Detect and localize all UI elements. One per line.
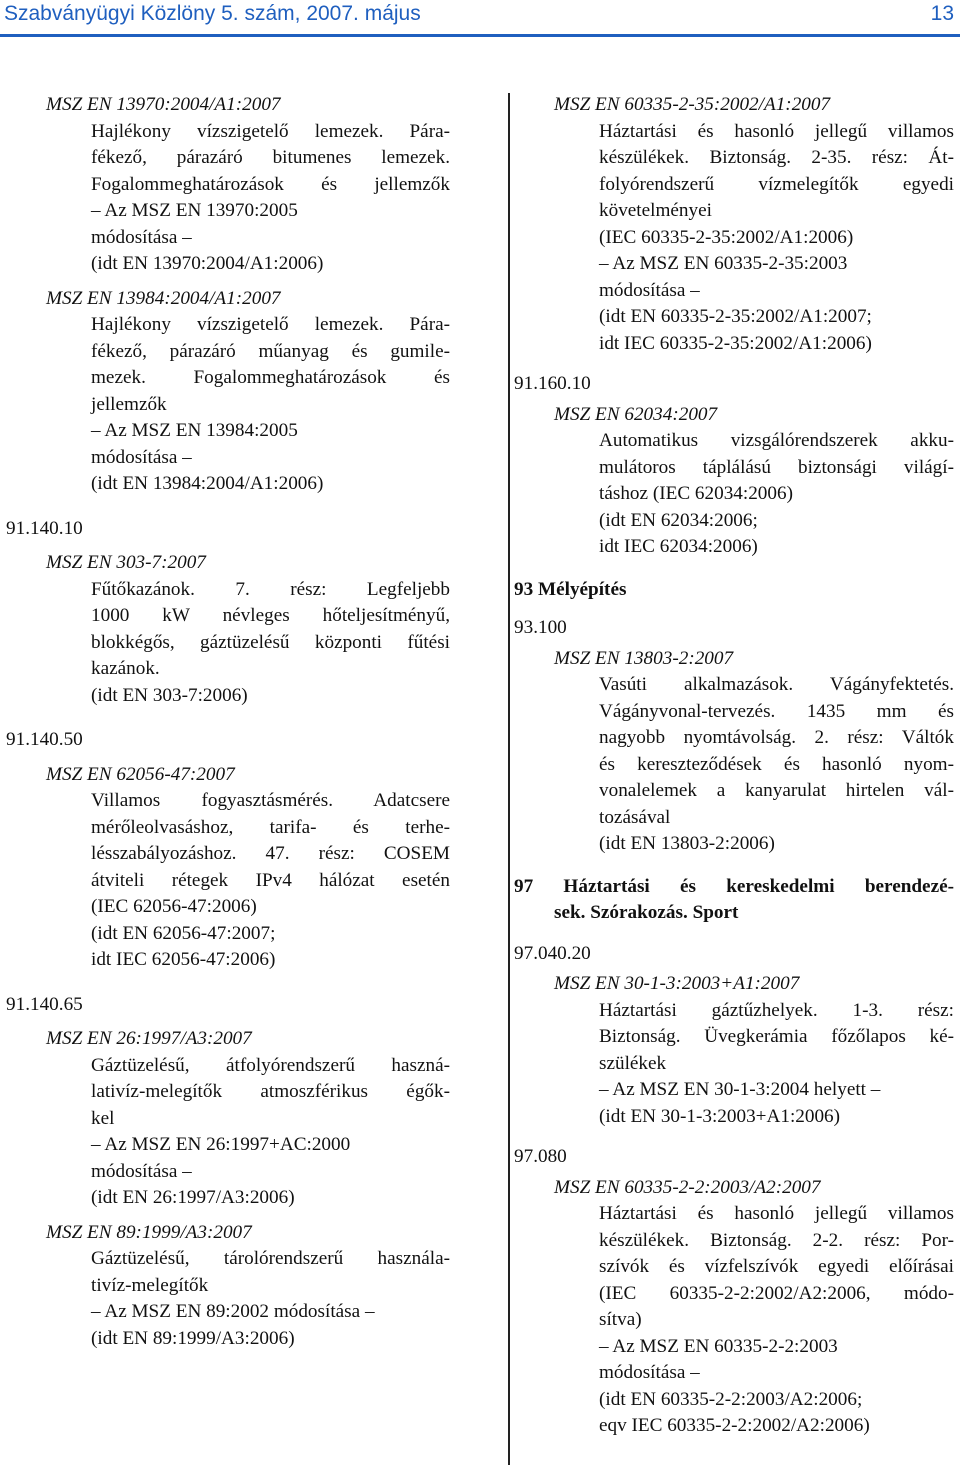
description-line: (idt EN 30-1-3:2003+A1:2006) (599, 1105, 841, 1127)
description-line: készülékek. Biztonság. 2-35. rész: Át- (599, 147, 954, 168)
standard-entry (6, 1220, 450, 1353)
description-line: Háztartási és hasonló jellegű villamos (599, 1203, 954, 1224)
description-line: módosítása – (91, 446, 192, 468)
ics-code: 91.140.50 (6, 729, 83, 750)
description-line: Háztartási és hasonló jellegű villamos (599, 120, 954, 142)
description-line: Vágányvonal-tervezés. 1435 mm és (599, 700, 954, 722)
standard-entry (6, 550, 450, 709)
description-line: (idt EN 89:1999/A3:2006) (91, 1327, 295, 1349)
description-line: módosítása – (599, 279, 700, 301)
standard-code: MSZ EN 62056-47:2007 (46, 763, 235, 785)
standard-code: MSZ EN 89:1999/A3:2007 (46, 1221, 252, 1243)
standard-entry (514, 646, 954, 858)
standard-description (6, 788, 450, 974)
standard-code: MSZ EN 13803-2:2007 (554, 647, 734, 669)
standard-code: MSZ EN 303-7:2007 (46, 552, 206, 573)
description-line: – Az MSZ EN 26:1997+AC:2000 (91, 1134, 351, 1155)
standard-entry (514, 402, 954, 561)
description-line: Fűtőkazánok. 7. rész: Legfeljebb (91, 578, 450, 600)
description-line: – Az MSZ EN 30-1-3:2004 helyett – (599, 1079, 881, 1100)
description-line: (idt EN 62034:2006; (599, 509, 758, 531)
description-line: Hajlékony vízszigetelő lemezek. Pára- (91, 314, 450, 335)
description-line: (idt EN 303-7:2006) (91, 684, 248, 706)
description-line: átviteli rétegek IPv4 hálózat esetén (91, 869, 450, 891)
page-number: 13 (930, 2, 954, 25)
description-line: mezek. Fogalommeghatározások és (91, 367, 450, 388)
standard-entry (6, 1026, 450, 1212)
publication-title: Szabványügyi Közlöny 5. szám, 2007. május (4, 2, 421, 25)
description-line: szülékek (599, 1052, 667, 1074)
description-line: blokkégős, gáztüzelésű központi fűtési (91, 631, 450, 653)
ics-code: 91.160.10 (514, 373, 591, 394)
description-line: (idt EN 60335-2-35:2002/A1:2007; (599, 306, 872, 327)
standard-code: MSZ EN 62034:2007 (554, 403, 718, 425)
description-line: Vasúti alkalmazások. Vágányfektetés. (599, 674, 954, 695)
description-line: szívók és vízfelszívók egyedi előírásai (599, 1256, 954, 1277)
description-line: lativíz-melegítők atmoszférikus égők- (91, 1081, 450, 1102)
description-line: Hajlékony vízszigetelő lemezek. Pára- (91, 120, 450, 142)
standard-description (514, 998, 954, 1131)
standard-description (6, 1053, 450, 1212)
standard-code: MSZ EN 30-1-3:2003+A1:2007 (554, 973, 800, 994)
standard-entry (6, 92, 450, 278)
description-line: sítva) (599, 1309, 642, 1330)
description-line: vonalelemek a kanyarulat hirtelen vál- (599, 780, 954, 801)
description-line: – Az MSZ EN 60335-2-2:2003 (599, 1335, 838, 1357)
description-line: Gáztüzelésű, átfolyórendszerű haszná- (91, 1054, 450, 1076)
standard-code: MSZ EN 26:1997/A3:2007 (46, 1028, 252, 1049)
description-line: kazánok. (91, 658, 160, 679)
ics-code: 91.140.10 (6, 517, 83, 539)
description-line: jellemzők (91, 393, 167, 415)
right-column (514, 92, 954, 1440)
description-line: idt IEC 62034:2006) (599, 536, 758, 557)
section-heading (514, 874, 954, 927)
description-line: készülékek. Biztonság. 2-2. rész: Por- (599, 1229, 954, 1251)
standard-entry (6, 286, 450, 498)
standard-description (6, 577, 450, 710)
header-rule (0, 34, 960, 37)
description-line: (idt EN 60335-2-2:2003/A2:2006; (599, 1388, 863, 1410)
standard-description (6, 119, 450, 278)
description-line: módosítása – (599, 1362, 700, 1383)
description-line: fékező, párazáró műanyag és gumile- (91, 340, 450, 362)
description-line: módosítása – (91, 226, 192, 248)
description-line: követelményei (599, 200, 712, 221)
description-line: Háztartási gáztűzhelyek. 1-3. rész: (599, 999, 954, 1021)
standard-code: MSZ EN 13984:2004/A1:2007 (46, 287, 281, 309)
description-line: (IEC 60335-2-35:2002/A1:2006) (599, 226, 854, 248)
description-line: (idt EN 13803-2:2006) (599, 833, 775, 854)
standard-description (6, 312, 450, 498)
standard-entry (514, 92, 954, 357)
description-line: idt IEC 60335-2-35:2002/A1:2006) (599, 332, 872, 354)
standard-description (6, 1246, 450, 1352)
standard-description (514, 428, 954, 561)
left-column (6, 92, 450, 1352)
ics-code: 91.140.65 (6, 993, 83, 1015)
description-line: Biztonság. Üvegkerámia főzőlapos ké- (599, 1026, 954, 1047)
standard-code: MSZ EN 13970:2004/A1:2007 (46, 94, 281, 115)
description-line: – Az MSZ EN 13984:2005 (91, 420, 298, 441)
description-line: Gáztüzelésű, tárolórendszerű használa- (91, 1248, 450, 1269)
standard-entry (514, 971, 954, 1130)
page-header (0, 0, 960, 34)
description-line: és kereszteződések és hasonló nyom- (599, 753, 954, 775)
description-line: (idt EN 13984:2004/A1:2006) (91, 473, 324, 494)
ics-code: 97.080 (514, 1146, 567, 1167)
description-line: (IEC 62056-47:2006) (91, 896, 257, 917)
description-line: lésszabályozáshoz. 47. rész: COSEM (91, 843, 450, 864)
standard-entry (6, 762, 450, 974)
description-line: (idt EN 13970:2004/A1:2006) (91, 253, 324, 274)
description-line: táshoz (IEC 62034:2006) (599, 483, 793, 504)
standard-entry (514, 1175, 954, 1440)
description-line: fékező, párazáró bitumenes lemezek. (91, 147, 450, 168)
description-line: Fogalommeghatározások és jellemzők (91, 173, 450, 195)
description-line: folyórendszerű vízmelegítők egyedi (599, 173, 954, 195)
standard-code: MSZ EN 60335-2-35:2002/A1:2007 (554, 94, 831, 115)
description-line: eqv IEC 60335-2-2:2002/A2:2006) (599, 1415, 870, 1436)
description-line: Villamos fogyasztásmérés. Adatcsere (91, 790, 450, 811)
column-divider (508, 93, 510, 1465)
description-line: nagyobb nyomtávolság. 2. rész: Váltók (599, 727, 954, 748)
section-heading-line: sek. Szórakozás. Sport (554, 902, 739, 923)
description-line: – Az MSZ EN 89:2002 módosítása – (91, 1301, 375, 1322)
ics-code: 93.100 (514, 617, 567, 638)
description-line: idt IEC 62056-47:2006) (91, 949, 276, 970)
description-line: tozásával (599, 806, 671, 828)
description-line: mérőleolvasáshoz, tarifa- és terhe- (91, 816, 450, 838)
standard-code: MSZ EN 60335-2-2:2003/A2:2007 (554, 1176, 821, 1198)
description-line: Automatikus vizsgálórendszerek akku- (599, 430, 954, 451)
standard-description (514, 672, 954, 858)
description-line: 1000 kW névleges hőteljesítményű, (91, 605, 450, 626)
section-heading-line: 97 Háztartási és kereskedelmi berendezé- (514, 875, 954, 897)
description-line: tivíz-melegítők (91, 1274, 209, 1296)
description-line: módosítása – (91, 1160, 192, 1182)
section-heading: 93 Mélyépítés (514, 578, 627, 600)
description-line: kel (91, 1107, 115, 1129)
description-line: – Az MSZ EN 60335-2-35:2003 (599, 253, 848, 274)
description-line: (IEC 60335-2-2:2002/A2:2006, módo- (599, 1282, 954, 1304)
description-line: (idt EN 26:1997/A3:2006) (91, 1187, 295, 1208)
description-line: mulátoros táplálású biztonsági világí- (599, 456, 954, 478)
description-line: (idt EN 62056-47:2007; (91, 922, 276, 944)
standard-description (514, 1201, 954, 1440)
ics-code: 97.040.20 (514, 942, 591, 964)
description-line: – Az MSZ EN 13970:2005 (91, 200, 298, 221)
standard-description (514, 119, 954, 358)
